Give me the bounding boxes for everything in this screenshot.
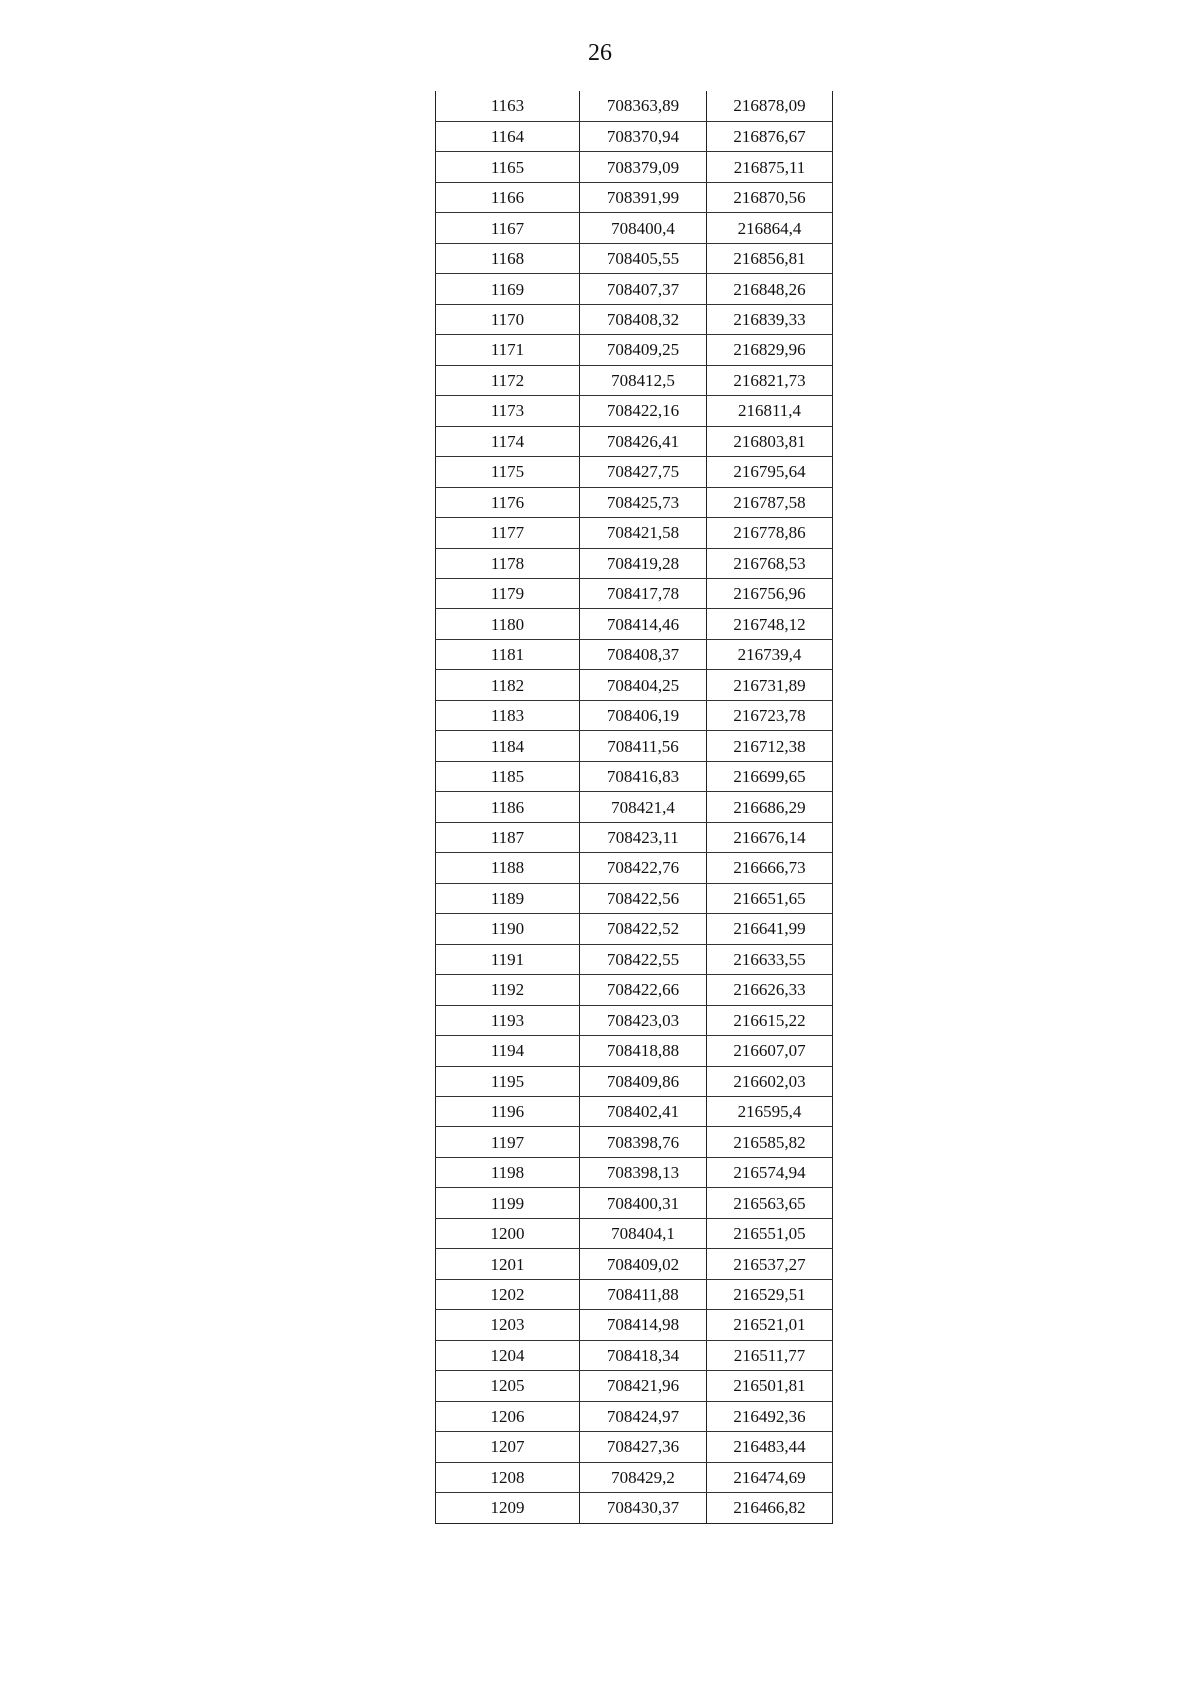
x-coordinate-cell: 708422,56 [580, 883, 707, 913]
y-coordinate-cell: 216615,22 [707, 1005, 833, 1035]
table-row [436, 639, 833, 669]
y-coordinate-cell: 216483,44 [707, 1432, 833, 1462]
table-row [436, 731, 833, 761]
table-row [436, 1249, 833, 1279]
x-coordinate-cell: 708379,09 [580, 152, 707, 182]
y-coordinate-cell: 216811,4 [707, 396, 833, 426]
point-number-cell: 1202 [436, 1279, 580, 1309]
y-coordinate-cell: 216633,55 [707, 944, 833, 974]
point-number-cell: 1172 [436, 365, 580, 395]
point-number-cell: 1191 [436, 944, 580, 974]
point-number-cell: 1196 [436, 1096, 580, 1126]
x-coordinate-cell: 708426,41 [580, 426, 707, 456]
point-number-cell: 1168 [436, 243, 580, 273]
point-number-cell: 1205 [436, 1371, 580, 1401]
point-number-cell: 1178 [436, 548, 580, 578]
point-number-cell: 1167 [436, 213, 580, 243]
point-number-cell: 1177 [436, 518, 580, 548]
y-coordinate-cell: 216626,33 [707, 975, 833, 1005]
point-number-cell: 1180 [436, 609, 580, 639]
point-number-cell: 1185 [436, 761, 580, 791]
x-coordinate-cell: 708427,36 [580, 1432, 707, 1462]
point-number-cell: 1189 [436, 883, 580, 913]
x-coordinate-cell: 708421,4 [580, 792, 707, 822]
table-row [436, 548, 833, 578]
point-number-cell: 1175 [436, 457, 580, 487]
table-row [436, 365, 833, 395]
x-coordinate-cell: 708391,99 [580, 182, 707, 212]
y-coordinate-cell: 216778,86 [707, 518, 833, 548]
table-row [436, 121, 833, 151]
x-coordinate-cell: 708422,16 [580, 396, 707, 426]
x-coordinate-cell: 708423,11 [580, 822, 707, 852]
point-number-cell: 1181 [436, 639, 580, 669]
y-coordinate-cell: 216537,27 [707, 1249, 833, 1279]
x-coordinate-cell: 708422,52 [580, 914, 707, 944]
y-coordinate-cell: 216756,96 [707, 579, 833, 609]
y-coordinate-cell: 216492,36 [707, 1401, 833, 1431]
table-row [436, 792, 833, 822]
point-number-cell: 1169 [436, 274, 580, 304]
y-coordinate-cell: 216529,51 [707, 1279, 833, 1309]
x-coordinate-cell: 708419,28 [580, 548, 707, 578]
y-coordinate-cell: 216712,38 [707, 731, 833, 761]
y-coordinate-cell: 216551,05 [707, 1218, 833, 1248]
y-coordinate-cell: 216739,4 [707, 639, 833, 669]
table-row [436, 1279, 833, 1309]
table-row [436, 182, 833, 212]
y-coordinate-cell: 216699,65 [707, 761, 833, 791]
table-row [436, 579, 833, 609]
table-row [436, 1401, 833, 1431]
table-row [436, 91, 833, 121]
x-coordinate-cell: 708417,78 [580, 579, 707, 609]
y-coordinate-cell: 216870,56 [707, 182, 833, 212]
point-number-cell: 1163 [436, 91, 580, 121]
x-coordinate-cell: 708405,55 [580, 243, 707, 273]
point-number-cell: 1174 [436, 426, 580, 456]
point-number-cell: 1164 [436, 121, 580, 151]
point-number-cell: 1199 [436, 1188, 580, 1218]
y-coordinate-cell: 216848,26 [707, 274, 833, 304]
table-row [436, 883, 833, 913]
x-coordinate-cell: 708416,83 [580, 761, 707, 791]
x-coordinate-cell: 708411,56 [580, 731, 707, 761]
table-row [436, 1462, 833, 1492]
x-coordinate-cell: 708422,55 [580, 944, 707, 974]
x-coordinate-cell: 708411,88 [580, 1279, 707, 1309]
table-row [436, 761, 833, 791]
y-coordinate-cell: 216878,09 [707, 91, 833, 121]
y-coordinate-cell: 216864,4 [707, 213, 833, 243]
table-row [436, 1096, 833, 1126]
x-coordinate-cell: 708408,37 [580, 639, 707, 669]
table-row [436, 426, 833, 456]
table-row [436, 396, 833, 426]
point-number-cell: 1197 [436, 1127, 580, 1157]
table-row [436, 1036, 833, 1066]
x-coordinate-cell: 708409,86 [580, 1066, 707, 1096]
x-coordinate-cell: 708421,58 [580, 518, 707, 548]
y-coordinate-cell: 216731,89 [707, 670, 833, 700]
coordinates-table-container [435, 91, 832, 1524]
x-coordinate-cell: 708414,46 [580, 609, 707, 639]
x-coordinate-cell: 708422,76 [580, 853, 707, 883]
y-coordinate-cell: 216501,81 [707, 1371, 833, 1401]
table-row [436, 822, 833, 852]
x-coordinate-cell: 708414,98 [580, 1310, 707, 1340]
y-coordinate-cell: 216563,65 [707, 1188, 833, 1218]
point-number-cell: 1186 [436, 792, 580, 822]
y-coordinate-cell: 216466,82 [707, 1493, 833, 1523]
x-coordinate-cell: 708427,75 [580, 457, 707, 487]
x-coordinate-cell: 708409,02 [580, 1249, 707, 1279]
y-coordinate-cell: 216795,64 [707, 457, 833, 487]
y-coordinate-cell: 216474,69 [707, 1462, 833, 1492]
y-coordinate-cell: 216641,99 [707, 914, 833, 944]
coordinates-table-body [436, 91, 833, 1523]
table-row [436, 487, 833, 517]
point-number-cell: 1192 [436, 975, 580, 1005]
x-coordinate-cell: 708418,34 [580, 1340, 707, 1370]
point-number-cell: 1203 [436, 1310, 580, 1340]
y-coordinate-cell: 216511,77 [707, 1340, 833, 1370]
coordinates-table [435, 91, 833, 1524]
table-row [436, 1066, 833, 1096]
x-coordinate-cell: 708406,19 [580, 700, 707, 730]
point-number-cell: 1195 [436, 1066, 580, 1096]
point-number-cell: 1207 [436, 1432, 580, 1462]
table-row [436, 975, 833, 1005]
table-row [436, 304, 833, 334]
y-coordinate-cell: 216829,96 [707, 335, 833, 365]
y-coordinate-cell: 216595,4 [707, 1096, 833, 1126]
y-coordinate-cell: 216686,29 [707, 792, 833, 822]
x-coordinate-cell: 708418,88 [580, 1036, 707, 1066]
table-row [436, 1432, 833, 1462]
x-coordinate-cell: 708430,37 [580, 1493, 707, 1523]
y-coordinate-cell: 216666,73 [707, 853, 833, 883]
point-number-cell: 1176 [436, 487, 580, 517]
table-row [436, 274, 833, 304]
table-row [436, 1157, 833, 1187]
point-number-cell: 1204 [436, 1340, 580, 1370]
point-number-cell: 1208 [436, 1462, 580, 1492]
table-row [436, 457, 833, 487]
point-number-cell: 1170 [436, 304, 580, 334]
y-coordinate-cell: 216651,65 [707, 883, 833, 913]
x-coordinate-cell: 708421,96 [580, 1371, 707, 1401]
table-row [436, 518, 833, 548]
x-coordinate-cell: 708422,66 [580, 975, 707, 1005]
point-number-cell: 1206 [436, 1401, 580, 1431]
table-row [436, 1340, 833, 1370]
x-coordinate-cell: 708429,2 [580, 1462, 707, 1492]
table-row [436, 335, 833, 365]
point-number-cell: 1179 [436, 579, 580, 609]
x-coordinate-cell: 708400,4 [580, 213, 707, 243]
point-number-cell: 1193 [436, 1005, 580, 1035]
point-number-cell: 1200 [436, 1218, 580, 1248]
x-coordinate-cell: 708425,73 [580, 487, 707, 517]
table-row [436, 1310, 833, 1340]
table-row [436, 1371, 833, 1401]
table-row [436, 1493, 833, 1523]
x-coordinate-cell: 708408,32 [580, 304, 707, 334]
table-row [436, 609, 833, 639]
x-coordinate-cell: 708398,76 [580, 1127, 707, 1157]
point-number-cell: 1188 [436, 853, 580, 883]
y-coordinate-cell: 216856,81 [707, 243, 833, 273]
point-number-cell: 1209 [436, 1493, 580, 1523]
table-row [436, 152, 833, 182]
table-row [436, 243, 833, 273]
x-coordinate-cell: 708409,25 [580, 335, 707, 365]
x-coordinate-cell: 708363,89 [580, 91, 707, 121]
table-row [436, 213, 833, 243]
y-coordinate-cell: 216768,53 [707, 548, 833, 578]
y-coordinate-cell: 216839,33 [707, 304, 833, 334]
point-number-cell: 1182 [436, 670, 580, 700]
point-number-cell: 1184 [436, 731, 580, 761]
y-coordinate-cell: 216521,01 [707, 1310, 833, 1340]
table-row [436, 670, 833, 700]
x-coordinate-cell: 708407,37 [580, 274, 707, 304]
point-number-cell: 1187 [436, 822, 580, 852]
point-number-cell: 1171 [436, 335, 580, 365]
table-row [436, 853, 833, 883]
x-coordinate-cell: 708404,25 [580, 670, 707, 700]
point-number-cell: 1173 [436, 396, 580, 426]
point-number-cell: 1201 [436, 1249, 580, 1279]
page-number: 26 [588, 40, 612, 66]
table-row [436, 944, 833, 974]
point-number-cell: 1190 [436, 914, 580, 944]
x-coordinate-cell: 708423,03 [580, 1005, 707, 1035]
y-coordinate-cell: 216875,11 [707, 152, 833, 182]
point-number-cell: 1165 [436, 152, 580, 182]
point-number-cell: 1166 [436, 182, 580, 212]
y-coordinate-cell: 216574,94 [707, 1157, 833, 1187]
y-coordinate-cell: 216876,67 [707, 121, 833, 151]
table-row [436, 914, 833, 944]
table-row [436, 1005, 833, 1035]
y-coordinate-cell: 216602,03 [707, 1066, 833, 1096]
x-coordinate-cell: 708412,5 [580, 365, 707, 395]
x-coordinate-cell: 708404,1 [580, 1218, 707, 1248]
x-coordinate-cell: 708370,94 [580, 121, 707, 151]
x-coordinate-cell: 708402,41 [580, 1096, 707, 1126]
y-coordinate-cell: 216803,81 [707, 426, 833, 456]
y-coordinate-cell: 216787,58 [707, 487, 833, 517]
point-number-cell: 1183 [436, 700, 580, 730]
point-number-cell: 1198 [436, 1157, 580, 1187]
table-row [436, 1218, 833, 1248]
point-number-cell: 1194 [436, 1036, 580, 1066]
y-coordinate-cell: 216723,78 [707, 700, 833, 730]
y-coordinate-cell: 216821,73 [707, 365, 833, 395]
x-coordinate-cell: 708400,31 [580, 1188, 707, 1218]
table-row [436, 700, 833, 730]
x-coordinate-cell: 708424,97 [580, 1401, 707, 1431]
x-coordinate-cell: 708398,13 [580, 1157, 707, 1187]
table-row [436, 1127, 833, 1157]
y-coordinate-cell: 216585,82 [707, 1127, 833, 1157]
table-row [436, 1188, 833, 1218]
y-coordinate-cell: 216748,12 [707, 609, 833, 639]
y-coordinate-cell: 216676,14 [707, 822, 833, 852]
y-coordinate-cell: 216607,07 [707, 1036, 833, 1066]
